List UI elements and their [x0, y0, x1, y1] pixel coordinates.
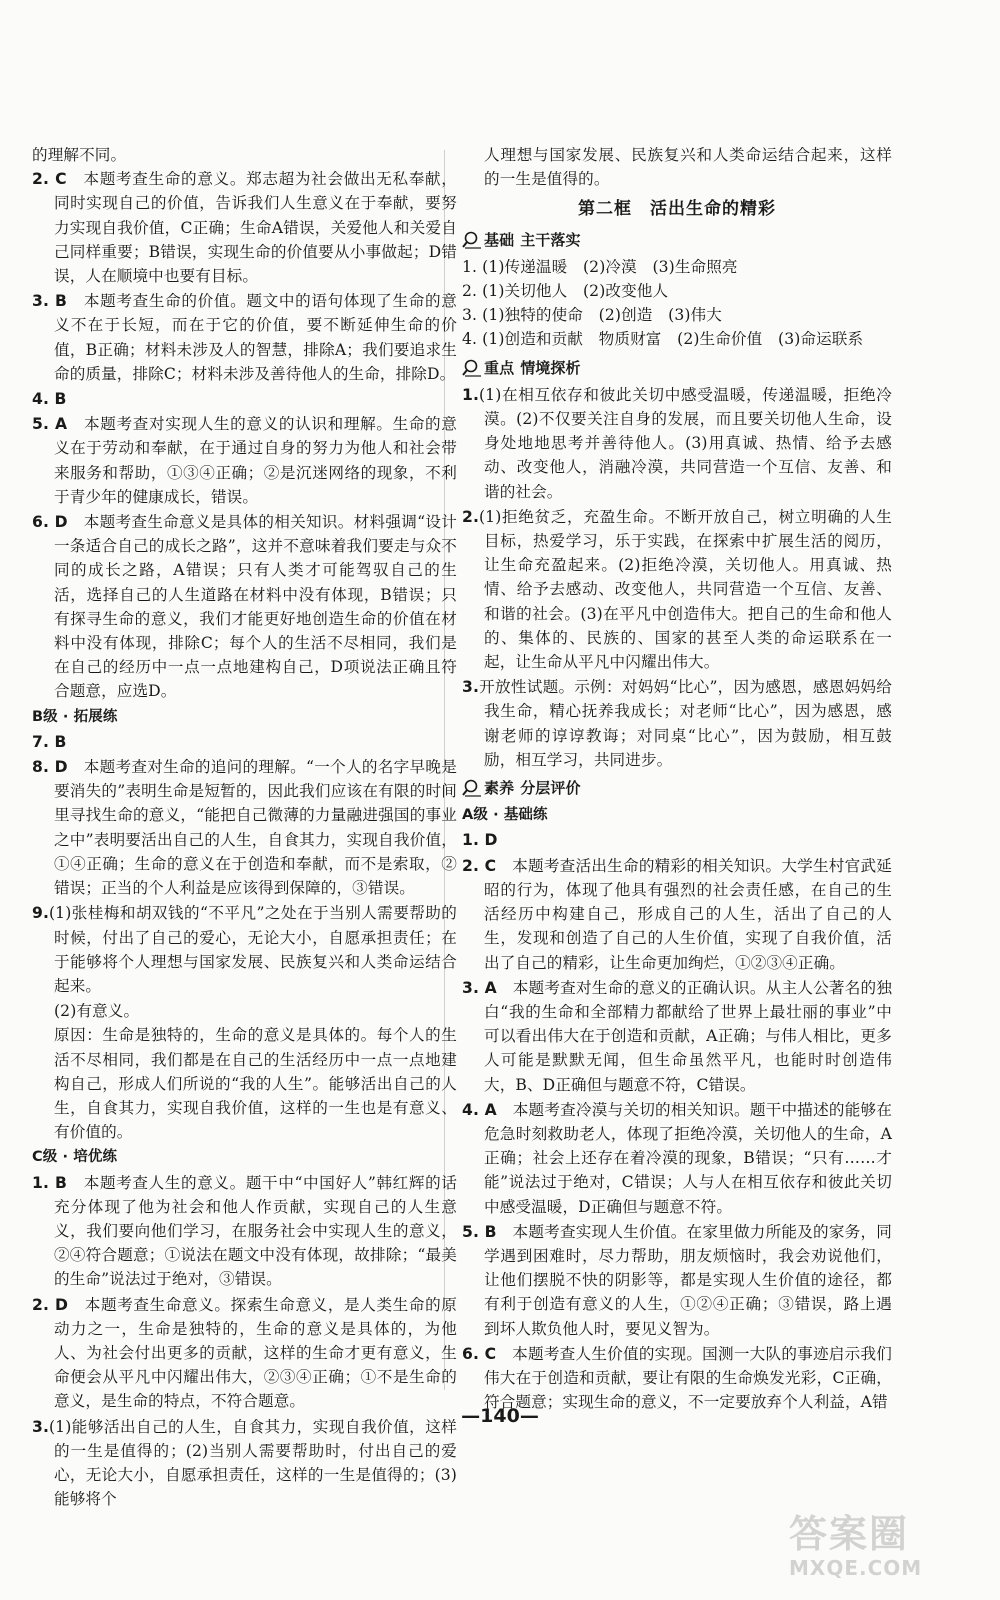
answer-item — [462, 383, 892, 504]
magnifier-icon — [462, 779, 482, 797]
item-number: 2. C — [32, 170, 67, 189]
item-text: (1)在相互依存和彼此关切中感受温暖，传递温暖，拒绝冷漠。(2)不仅要关注自身的发展，而且要关切他人生命，设身处地地思考并善待他人。(3)用真诚、热情、给予去感动、改变他人，消融冷漠，共同营造一个互信、友善、和谐的社会。 — [478, 385, 892, 501]
item-text: 本题考查对生命的追问的理解。“一个人的名字早晚是要消失的”表明生命是短暂的，因此我们应该在有限的时间里寻找生命的意义，“能把自己微薄的力量融进强国的事业之中”表明要活出自己的人生，自食其力，实现自我价值，①④正确；生命的意义在于创造和奉献，而不是索取，②错误；正当的个人利益是应该得到保障的，③错误。 — [54, 758, 457, 898]
answer-item — [32, 510, 457, 704]
item-text: 本题考查实现人生价值。在家里做力所能及的家务，同学遇到困难时，尽力帮助，朋友烦恼时，我会劝说他们，让他们摆脱不快的阴影等，都是实现人生价值的途径，都有利于创造有意义的人生，①②④正确；③错误，路上遇到坏人欺负他人时，要见义智为。 — [484, 1222, 892, 1338]
section-sublabel: 情境探析 — [520, 358, 581, 377]
answer-item — [462, 1342, 892, 1415]
item-number: 9. — [32, 904, 49, 923]
level-a-heading: A级 · 基础练 — [462, 807, 548, 824]
section-header-evaluation — [462, 776, 892, 800]
item-number: 5. A — [32, 415, 68, 434]
item-number: 3. B — [32, 292, 68, 311]
watermark-url: MXQE.COM — [789, 1556, 923, 1580]
answer-item — [32, 387, 457, 411]
section-label: 重点 — [484, 358, 515, 377]
item-number: 3. — [32, 1417, 49, 1436]
section-label: 基础 — [484, 230, 515, 249]
answer-item — [462, 976, 892, 1097]
answer-item — [32, 412, 457, 509]
item-number: 2. C — [462, 856, 497, 875]
item-number: 4. B — [32, 390, 67, 409]
magnifier-icon — [462, 359, 482, 377]
item-number: 2. D — [32, 1295, 69, 1314]
basics-line: 2. (1)关切他人 (2)改变他人 — [462, 282, 669, 301]
watermark-logo — [789, 1512, 974, 1582]
answer-item — [462, 505, 892, 674]
item-number: 1. D — [462, 831, 498, 850]
answer-item — [462, 1098, 892, 1219]
answer-item — [32, 1293, 457, 1414]
section-header-analysis — [462, 356, 892, 380]
basics-line: 3. (1)独特的使命 (2)创造 (3)伟大 — [462, 306, 722, 325]
q9-part2: (2)有意义。 — [54, 1002, 140, 1021]
item-number: 1. B — [32, 1173, 68, 1192]
level-b-heading: B级 · 拓展练 — [32, 708, 118, 725]
section-sublabel: 主干落实 — [520, 230, 581, 249]
right-intro-text: 人理想与国家发展、民族复兴和人类命运结合起来，这样的一生是值得的。 — [484, 146, 892, 189]
item-text: 本题考查冷漠与关切的相关知识。题干中描述的能够在危急时刻救助老人，体现了拒绝冷漠，关切他人的生命，A正确；社会上还存在着冷漠的现象，B错误；“只有……才能”说法过于绝对，C错误；人与人在相互依存和彼此关切中感受温暖，D正确但与题意不符。 — [484, 1100, 893, 1216]
item-number: 2. — [462, 507, 479, 526]
item-number: 5. B — [462, 1222, 497, 1241]
item-text: 本题考查人生价值的实现。国测一大队的事迹启示我们伟大在于创造和贡献，要让有限的生命焕发光彩，C正确，符合题意；实现生命的意义，不一定要放弃个人利益，A错 — [484, 1344, 893, 1412]
answer-item — [32, 289, 457, 386]
item-text: 本题考查生命意义是具体的相关知识。材料强调“设计一条适合自己的成长之路”，这并不意味着我们要走与众不同的成长之路，A错误；只有人类才可能驾驭自己的生活，选择自己的人生道路在材料中没有体现，B错误；只有探寻生命的意义，我们才能更好地创造生命的价值在材料中没有体现，排除C；每个人的生活不尽相同，我们是在自己的经历中一点一点地建构自己，D项说法正确且符合题意，应选D。 — [54, 513, 457, 701]
item-text: 本题考查生命意义。探索生命意义，是人类生命的原动力之一，生命是独特的，生命的意义是具体的，为他人、为社会付出更多的贡献，这样的生命才更有意义，生命便会从平凡中闪耀出伟大，②③④正确；①不是生命的意义，是生命的特点，不符合题意。 — [54, 1295, 457, 1411]
item-number: 6. D — [32, 513, 68, 532]
item-number: 7. B — [32, 732, 67, 751]
answer-item — [32, 901, 457, 998]
left-column — [32, 143, 457, 1512]
q9-reason: 原因：生命是独特的，生命的意义是具体的。每个人的生活不尽相同，我们都是在自己的生活经历中一点一点地建构自己，形成人们所说的“我的人生”。能够活出自己的人生，自食其力，实现自我价值，这样的一生也是有意义、有价值的。 — [54, 1026, 457, 1142]
item-number: 8. D — [32, 758, 68, 777]
basics-line: 4. (1)创造和贡献 物质财富 (2)生命价值 (3)命运联系 — [462, 330, 864, 349]
answer-item — [32, 755, 457, 900]
level-c-heading: C级 · 培优练 — [32, 1149, 118, 1166]
watermark-text: 答案圈 — [789, 1512, 910, 1556]
item-text: 开放性试题。示例：对妈妈“比心”，因为感恩，感恩妈妈给我生命，精心抚养我成长；对老师“比心”，因为感恩，感谢老师的谆谆教诲；对同桌“比心”，因为鼓励，相互鼓励，相互学习，共同进步。 — [478, 678, 892, 769]
item-text: 本题考查生命的价值。题文中的语句体现了生命的意义不在于长短，而在于它的价值，要不断延伸生命的价值，B正确；材料未涉及人的智慧，排除A；我们要追求生命的质量，排除C；材料未涉及善待他人的生命，排除D。 — [54, 292, 457, 383]
answer-item — [462, 828, 892, 852]
item-number: 3. — [462, 678, 479, 697]
item-number: 1. — [462, 385, 479, 404]
item-text: 本题考查对生命的意义的正确认识。从主人公著名的独白“我的生命和全部精力都献给了世界上最壮丽的事业”中可以看出伟大在于创造和贡献，A正确；与伟人相比，更多人可能是默默无闻，但生命虽然平凡，也能时时创造伟大，B、D正确但与题意不符，C错误。 — [484, 978, 893, 1094]
section-title: 第二框 活出生命的精彩 — [578, 199, 776, 220]
left-intro-text: 的理解不同。 — [32, 146, 127, 164]
answer-item — [32, 730, 457, 754]
item-number: 6. C — [462, 1344, 497, 1363]
item-text: 本题考查人生的意义。题干中“中国好人”韩红辉的话充分体现了他为社会和他人作贡献，实现自己的人生意义，我们要向他们学习，在服务社会中实现人生的意义，②④符合题意；①说法在题文中没有体现，故排除；“最美的生命”说法过于绝对，③错误。 — [54, 1173, 457, 1289]
answer-item — [32, 167, 457, 288]
page-number: —140— — [461, 1405, 539, 1427]
right-column — [462, 143, 892, 1415]
item-text: 本题考查生命的意义。郑志超为社会做出无私奉献，同时实现自己的价值，告诉我们人生意义在于奉献，要努力实现自我价值，C正确；生命A错误，关爱他人和关爱自己同样重要；B错误，实现生命的价值要从小事做起；D错误，人在顺境中也要有目标。 — [54, 170, 457, 286]
section-header-basics — [462, 228, 892, 252]
item-text: 本题考查活出生命的精彩的相关知识。大学生村官武延昭的行为，体现了他具有强烈的社会责任感，在自己的生活经历中构建自己，形成自己的人生，活出了自己的人生，发现和创造了自己的人生价值，实现了自我价值，活出了自己的精彩，让生命更加绚烂，①②③④正确。 — [484, 856, 893, 972]
answer-item — [462, 675, 892, 772]
basics-line: 1. (1)传递温暖 (2)冷漠 (3)生命照亮 — [462, 257, 738, 276]
answer-item — [32, 1171, 457, 1292]
magnifier-icon — [462, 231, 482, 249]
answer-item — [32, 1415, 457, 1512]
item-number: 4. A — [462, 1100, 497, 1119]
item-number: 3. A — [462, 978, 497, 997]
item-text: (1)能够活出自己的人生，自食其力，实现自我价值，这样的一生是值得的；(2)当别人需要帮助时，付出自己的爱心，无论大小，自愿承担责任，这样的一生是值得的；(3)能够将个 — [48, 1417, 457, 1509]
answer-item — [462, 1220, 892, 1341]
section-sublabel: 分层评价 — [520, 779, 581, 798]
item-text: (1)拒绝贫乏，充盈生命。不断开放自己，树立明确的人生目标，热爱学习，乐于实践，在探索中扩展生活的阅历，让生命充盈起来。(2)拒绝冷漠，关切他人。用真诚、热情、给予去感动、改变他人，共同营造一个互信、友善、和谐的社会。(3)在平凡中创造伟大。把自己的生命和他人的、集体的、民族的、国家的甚至人类的命运联系在一起，让生命从平凡中闪耀出伟大。 — [478, 507, 892, 672]
section-label: 素养 — [484, 779, 515, 798]
item-text: (1)张桂梅和胡双钱的“不平凡”之处在于当别人需要帮助的时候，付出了自己的爱心，无论大小，自愿承担责任；在于能够将个人理想与国家发展、民族复兴和人类命运结合起来。 — [48, 904, 457, 995]
item-text: 本题考查对实现人生的意义的认识和理解。生命的意义在于劳动和奉献，在于通过自身的努力为他人和社会带来服务和帮助，①③④正确；②是沉迷网络的现象，不利于青少年的健康成长，错误。 — [54, 415, 457, 506]
answer-item — [462, 854, 892, 975]
